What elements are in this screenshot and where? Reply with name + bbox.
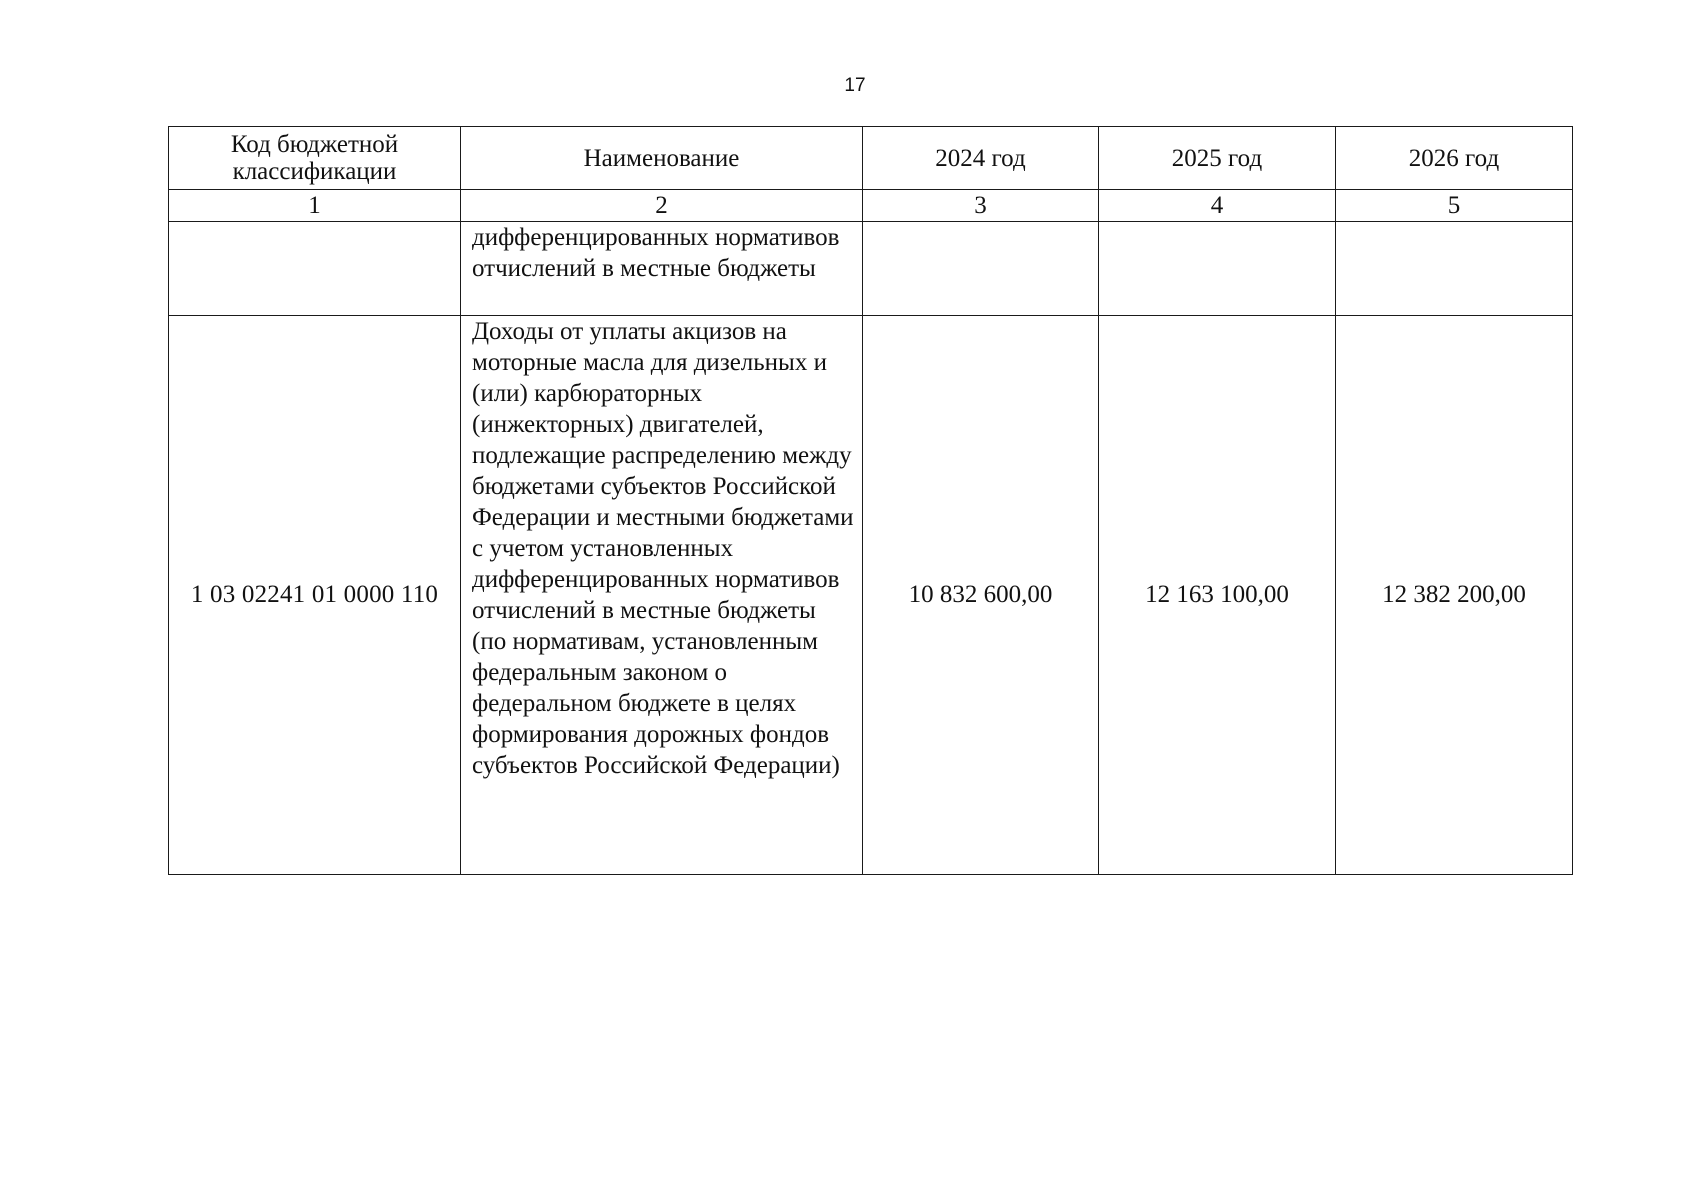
value-2024-cell: 10 832 600,00 xyxy=(863,316,1099,875)
page-number: 17 xyxy=(844,75,866,96)
name-cell: дифференцированных нормативов отчислений в местные бюджеты xyxy=(461,222,863,316)
column-number-row xyxy=(169,190,1573,222)
header-name: Наименование xyxy=(461,127,863,190)
table-row xyxy=(169,316,1573,875)
budget-code-cell xyxy=(169,222,461,316)
column-number: 2 xyxy=(461,190,863,222)
name-cell: Доходы от уплаты акцизов на моторные масла для дизельных и (или) карбюраторных (инжекторных) двигателей, подлежащие распределению между бюджетами субъектов Российской Федерации и местными бюджетами с учетом установленных дифференцированных нормативов отчислений в местные бюджеты (по нормативам, установленным федеральным законом о федеральном бюджете в целях формирования дорожных фондов субъектов Российской Федерации) xyxy=(461,316,863,875)
column-number: 5 xyxy=(1336,190,1573,222)
header-row xyxy=(169,127,1573,190)
table-row xyxy=(169,222,1573,316)
budget-code-cell: 1 03 02241 01 0000 110 xyxy=(169,316,461,875)
header-2024: 2024 год xyxy=(863,127,1099,190)
value-2026-cell xyxy=(1336,222,1573,316)
value-2025-cell: 12 163 100,00 xyxy=(1099,316,1336,875)
value-2026-cell: 12 382 200,00 xyxy=(1336,316,1573,875)
header-2025: 2025 год xyxy=(1099,127,1336,190)
column-number: 3 xyxy=(863,190,1099,222)
budget-table xyxy=(168,126,1573,875)
header-code: Код бюджетной классификации xyxy=(169,127,461,190)
header-2026: 2026 год xyxy=(1336,127,1573,190)
value-2024-cell xyxy=(863,222,1099,316)
value-2025-cell xyxy=(1099,222,1336,316)
column-number: 4 xyxy=(1099,190,1336,222)
column-number: 1 xyxy=(169,190,461,222)
